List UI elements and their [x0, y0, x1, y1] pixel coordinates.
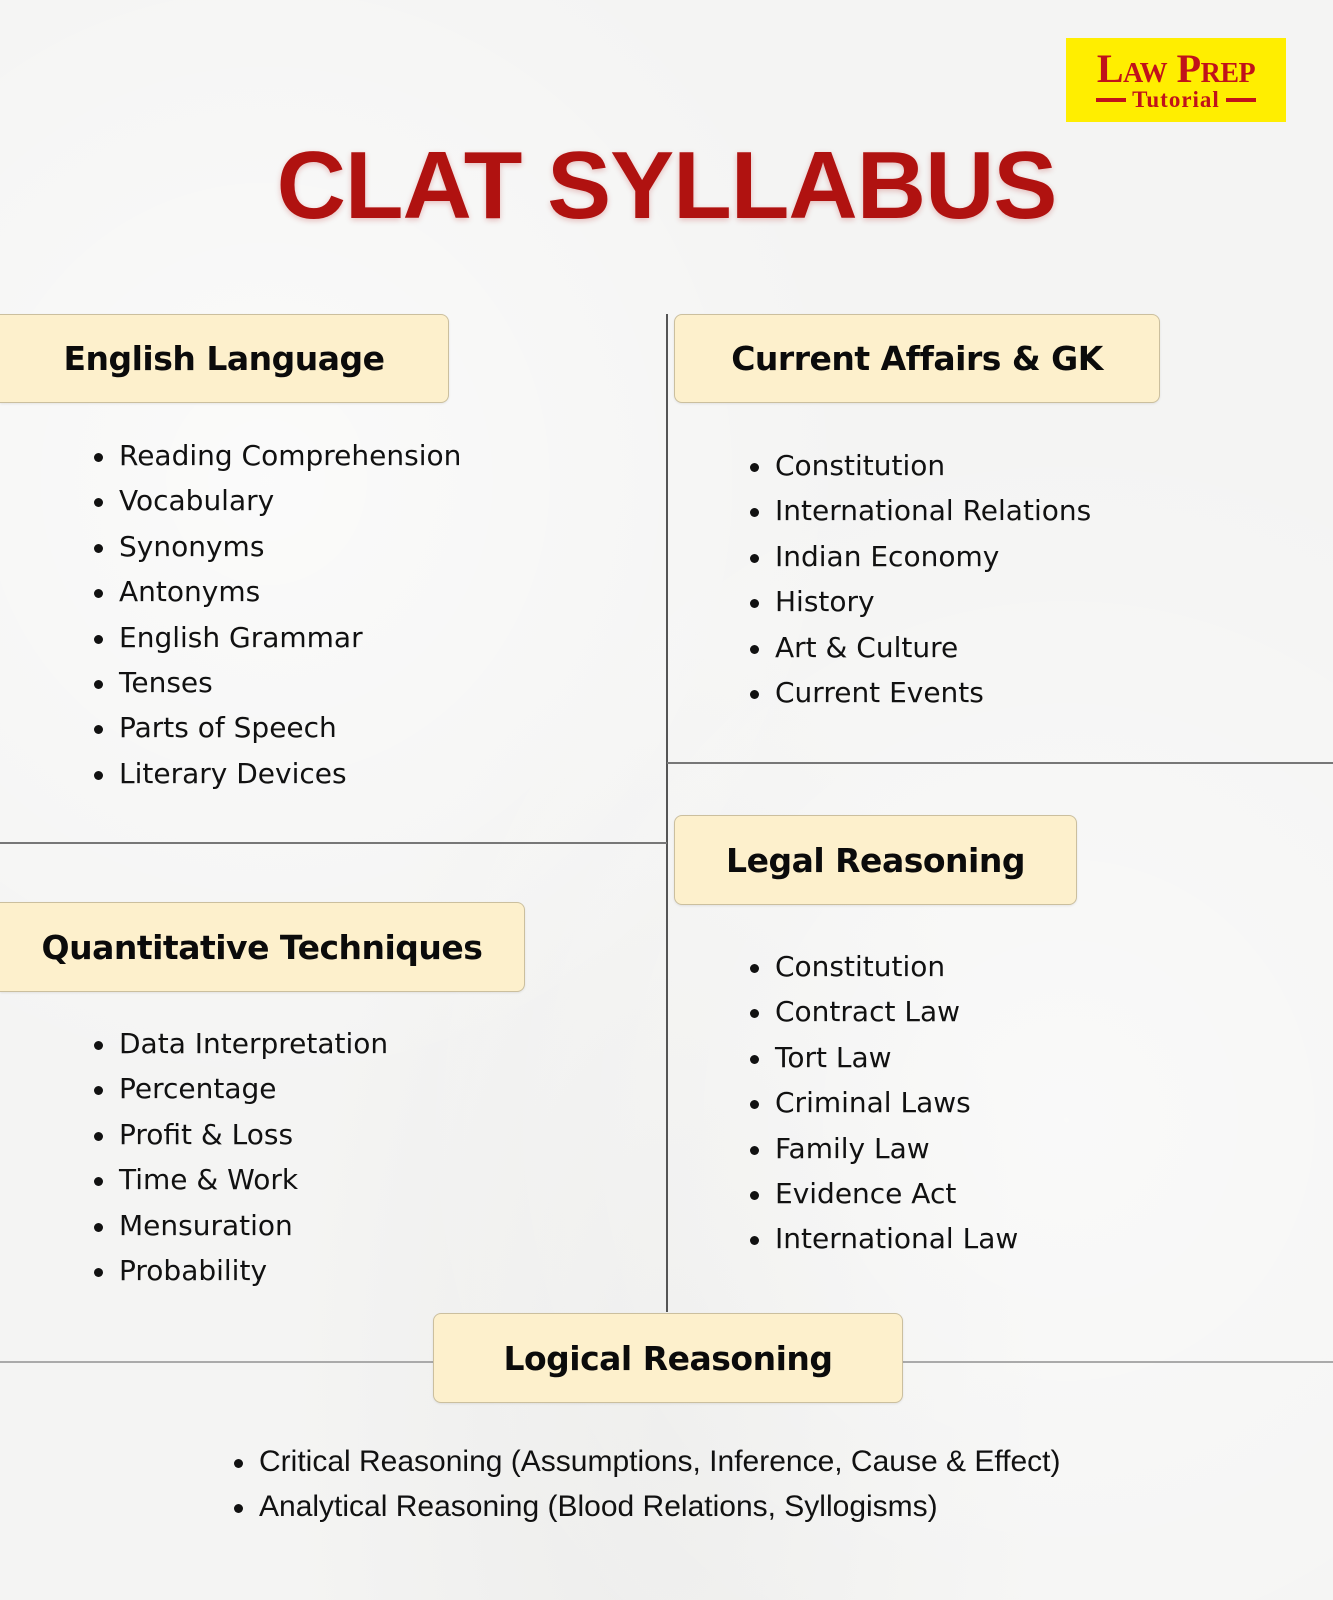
list-item: Probability — [94, 1248, 388, 1293]
logo-rule-left — [1096, 98, 1126, 102]
english-language-title: English Language — [63, 339, 385, 378]
logo-main-text: Law Prep — [1096, 45, 1256, 91]
list-item: Family Law — [750, 1126, 1018, 1171]
legal-reasoning-title: Legal Reasoning — [726, 840, 1025, 880]
list-item: Literary Devices — [94, 751, 461, 796]
list-item: English Grammar — [94, 615, 461, 660]
list-item: Evidence Act — [750, 1171, 1018, 1216]
logo-subtitle — [1096, 86, 1256, 112]
right-middle-divider — [667, 762, 1333, 764]
current-affairs-topics — [750, 443, 1091, 715]
quantitative-techniques-topics — [94, 1021, 388, 1293]
list-item: Critical Reasoning (Assumptions, Inference, Cause & Effect) — [234, 1439, 1060, 1484]
brand-logo — [1066, 38, 1286, 122]
list-item: History — [750, 579, 1091, 624]
english-language-topics — [94, 433, 461, 796]
page-title: CLAT SYLLABUS — [276, 132, 1057, 239]
list-item: Indian Economy — [750, 534, 1091, 579]
list-item: Antonyms — [94, 569, 461, 614]
logical-reasoning-topics — [234, 1439, 1060, 1529]
list-item: International Law — [750, 1216, 1018, 1261]
bottom-divider-right — [902, 1361, 1333, 1363]
list-item: Parts of Speech — [94, 705, 461, 750]
logo-sub-text: Tutorial — [1132, 86, 1220, 112]
legal-reasoning-header — [674, 815, 1077, 905]
bottom-divider-left — [0, 1361, 434, 1363]
list-item: Profit & Loss — [94, 1112, 388, 1157]
list-item: Tort Law — [750, 1035, 1018, 1080]
list-item: Criminal Laws — [750, 1080, 1018, 1125]
quantitative-techniques-title: Quantitative Techniques — [41, 927, 483, 967]
current-affairs-header — [674, 314, 1160, 403]
list-item: Art & Culture — [750, 625, 1091, 670]
left-middle-divider — [0, 842, 667, 844]
english-language-header — [0, 314, 449, 403]
logo-rule-right — [1226, 98, 1256, 102]
center-vertical-divider — [666, 314, 668, 1312]
list-item: Time & Work — [94, 1157, 388, 1202]
list-item: Tenses — [94, 660, 461, 705]
list-item: Reading Comprehension — [94, 433, 461, 478]
quantitative-techniques-header — [0, 902, 525, 992]
list-item: Analytical Reasoning (Blood Relations, Syllogisms) — [234, 1484, 1060, 1529]
list-item: Contract Law — [750, 989, 1018, 1034]
logical-reasoning-header — [433, 1313, 903, 1403]
list-item: Constitution — [750, 944, 1018, 989]
list-item: Mensuration — [94, 1203, 388, 1248]
list-item: Current Events — [750, 670, 1091, 715]
list-item: Percentage — [94, 1066, 388, 1111]
list-item: Data Interpretation — [94, 1021, 388, 1066]
logical-reasoning-title: Logical Reasoning — [503, 1338, 833, 1378]
current-affairs-title: Current Affairs & GK — [731, 339, 1103, 378]
list-item: Constitution — [750, 443, 1091, 488]
list-item: Synonyms — [94, 524, 461, 569]
list-item: Vocabulary — [94, 478, 461, 523]
list-item: International Relations — [750, 488, 1091, 533]
legal-reasoning-topics — [750, 944, 1018, 1262]
